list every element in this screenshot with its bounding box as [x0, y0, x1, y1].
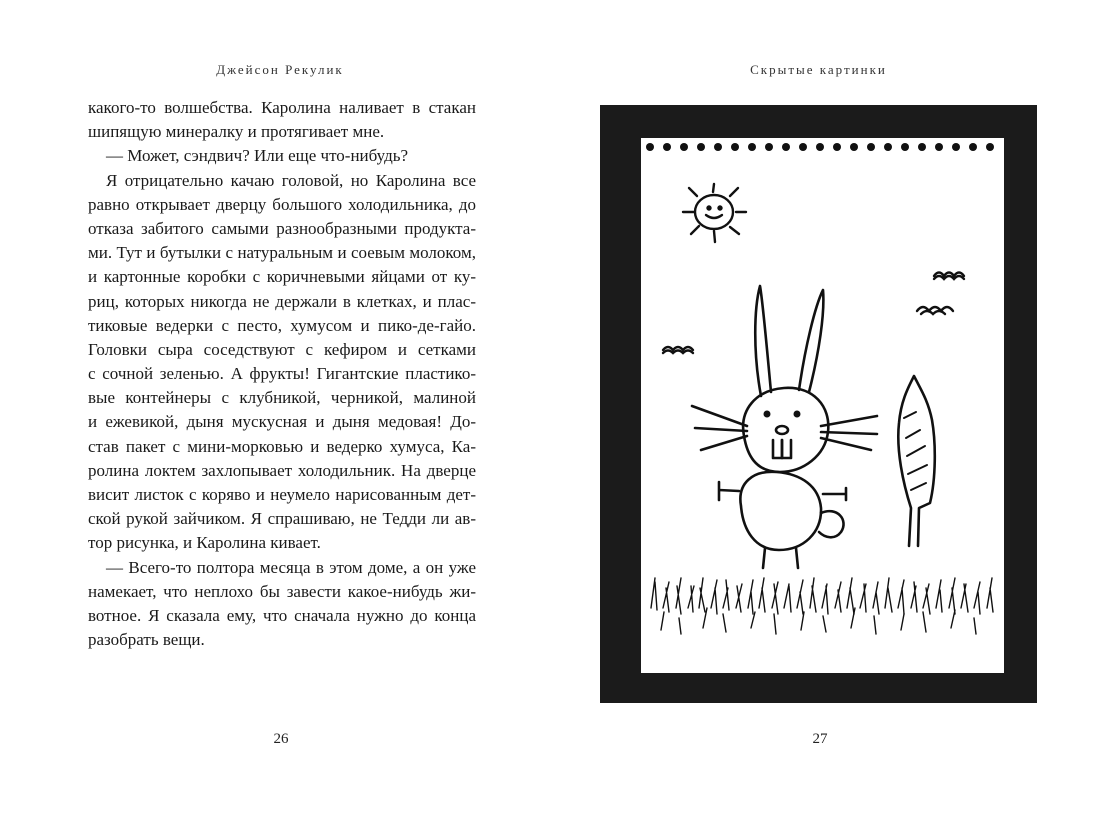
- spiral-binding-holes: [646, 143, 994, 151]
- text-line: — Всего-то полтора месяца в этом доме, а он уже: [106, 557, 476, 577]
- illustration-frame: [600, 105, 1037, 703]
- text-line: намекает, что неплохо бы завести какое-нибудь жи-: [88, 581, 476, 601]
- bunny-drawing: [641, 138, 1004, 673]
- running-head-title: Скрытые картинки: [750, 62, 887, 77]
- text-line: ской рукой зайчиком. Я спрашиваю, не Тедди ли ав-: [88, 509, 476, 529]
- text-line: став пакет с мини-морковью и ведерко хумуса, Ка-: [88, 436, 476, 456]
- text-line: Я отрицательно качаю головой, но Каролина все: [106, 170, 476, 190]
- sun-icon: [683, 184, 746, 242]
- text-line: — Может, сэндвич? Или еще что-нибудь?: [106, 146, 409, 166]
- bird-icon: [934, 273, 964, 280]
- bird-icon: [663, 347, 693, 353]
- bird-icon: [917, 307, 953, 314]
- text-line: ми. Тут и бутылки с натуральным и соевым молоком,: [88, 243, 476, 263]
- text-line: вые контейнеры с клубникой, черникой, малиной: [88, 388, 476, 408]
- tree-icon: [898, 376, 934, 546]
- page-number: 26: [273, 731, 289, 747]
- text-line: вотное. Я сказала ему, что сначала нужно до конца: [88, 605, 476, 625]
- text-line: тиковые ведерки с песто, хумусом и пико-де-гайо.: [88, 315, 476, 335]
- body-text: [88, 96, 476, 652]
- text-line: тор рисунка, и Каролина кивает.: [88, 533, 321, 553]
- running-head-author: Джейсон Рекулик: [216, 62, 344, 77]
- notepad-sheet: [641, 138, 1004, 673]
- bunny-icon: [692, 286, 877, 568]
- text-line: какого-то волшебства. Каролина наливает в стакан: [88, 98, 476, 117]
- text-line: равно открывает дверцу большого холодильника, до: [88, 194, 476, 214]
- text-line: с сочной зеленью. А фрукты! Гигантские пластико-: [88, 364, 476, 384]
- right-page: [550, 0, 1100, 825]
- text-line: и ежевикой, дыня мускусная и дыня медовая! До-: [88, 412, 476, 432]
- text-line: ролина локтем захлопывает холодильник. На дверце: [88, 460, 476, 480]
- page-number: 27: [812, 731, 828, 747]
- text-line: висит листок с коряво и неумело нарисованным дет-: [88, 485, 476, 504]
- text-line: и картонные коробки с коричневыми яйцами от ку-: [88, 267, 476, 287]
- text-line: отказа забитого самыми разнообразными продукта-: [88, 218, 476, 238]
- text-line: риц, которых никогда не держали в клетках, и плас-: [88, 291, 476, 311]
- grass-icon: [651, 578, 993, 634]
- text-line: разобрать вещи.: [88, 630, 205, 650]
- text-line: Головки сыра соседствуют с кефиром и сетками: [88, 339, 476, 359]
- text-line: шипящую минералку и протягивает мне.: [88, 122, 385, 142]
